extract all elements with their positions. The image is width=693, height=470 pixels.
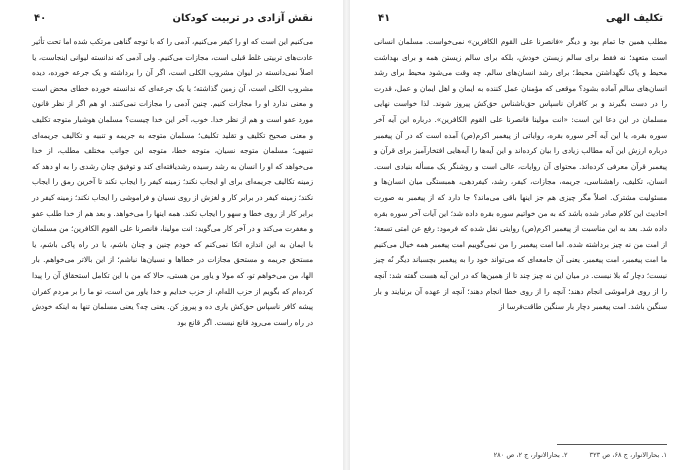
footnote-1: ۱. بحارالانوار، ج ۶۸، ص ۳۲۳ <box>589 451 667 459</box>
right-page-number: ۴۱ <box>378 12 391 24</box>
left-running-title: نقش آزادی در تربیت کودکان <box>172 12 313 24</box>
right-page <box>350 0 693 470</box>
right-body-text: مطلب همین جا تمام بود و دیگر «فانصرنا علی القوم الکافرین» نمی‌خواست. مسلمان انسانی است متعهد؛ نه فقط برای سالم زیستن خودش، بلکه برای سالم زیستن همه و برای بهداشت محیط و پاک نگهداشتن محیط؛ برای رشد انسان‌های سالم. چه وقت می‌شود محیط برای رشد انسان‌های سالم آماده بشود؟ موقعی که مؤمنان عمل کننده به ایمان و اهل ایمان و عمل، قدرت را در دست بگیرند و بر کافران ناسپاس حق‌ناشناس حق‌کش پیروز شوند. لذا خواست نهایی مسلمان در این دعا این است: «انت مولینا فانصرنا علی القوم الکافرین». درباره این آیه آخر سوره بقره، یا این آیه آخر سوره بقره، روایاتی از پیغمبر اکرم(ص) آمده است که در آن پیغمبر درباره ارزش این آیه مطالب زیادی را بیان کرده‌اند و این آیه‌ها را آیه‌هایی افتخارآمیز برای قرآن و پیغمبر قرآن معرفی کرده‌اند. محتوای آن روایات، عالی است و روشنگر یک مسأله بنیادی است. انسان، تکلیف، راهشناسی، جریمه، مجازات، کیفر، رشد، کیفردهی، همبستگی میان انسان‌ها و مسئولیت مشترک. اصلاً مگر چیزی هم جز اینها باقی می‌ماند؟ جا دارد که از پیغمبر به صورت احادیث این کلام صادر شده باشد که به من خواتیم سوره بقره داده شد؛ این آیات آخر سوره بقره داده شد. بعد به این مناسبت از پیغمبر اکرم(ص) روایتی نقل شده که فرمود: رفع عن امتی تسعة؛ از امت من نه چیز برداشته شده. اما امت پیغمبر را من نمی‌گوییم امت پیغمبر همه خیال می‌کنیم ما امت پیغمبر، امت پیغمبر. یعنی آن جامعه‌ای که می‌تواند خود را به پیغمبر بچسباند دیگر نُه چیز نیست؛ دچار نُه بلا نیست. در میان این نه چیز چند تا از همین‌ها که در این آیه هست گفته شد: آنچه را از روی فراموشی انجام دهند؛ آنچه را از روی خطا انجام دهند؛ آنچه از عهده آن برنیایند و بار سنگین باشد. امت پیغمبر دچار بار سنگین طاقت‌فرسا از <box>374 37 667 312</box>
left-page <box>0 0 343 470</box>
left-page-header <box>34 10 313 26</box>
right-page-body <box>374 34 667 315</box>
footnote-divider <box>557 444 667 445</box>
footnote-2: ۲. بحارالانوار، ج ۲، ص ۲۸۰ <box>493 451 568 459</box>
footnotes <box>374 451 667 459</box>
right-page-header <box>378 10 663 26</box>
left-page-body <box>32 34 313 330</box>
left-page-number: ۴۰ <box>34 12 47 24</box>
book-gutter <box>343 0 350 470</box>
right-running-title: تکلیف الهی <box>605 12 663 24</box>
left-body-text: می‌کنیم این است که او را کیفر می‌کنیم، آدمی را که با توجه گناهی مرتکب شده اما تحت تأثیر عادت‌های تربیتی غلط قبلی است، مجازات می‌کنیم. ولی آدمی که ندانسته لیوانی اینجاست، یا اصلاً نمی‌دانسته در لیوان مشروب الکلی است، اگر آن را برداشته و یک جرعه خورده، دیده مشروب الکلی است، آن زمین گذاشته؛ یا یک جرعه‌ای که ندانسته خورده خطای محض است و معنی ندارد او را مجازات کنیم. چنین آدمی را مجازات نمی‌کنند. او هم اگر از نظر قانون مورد عفو است و هم از نظر خدا. خوب، آخر این خدا چیست؟ مسلمان هوشیار متوجه تکلیف و معنی صحیح تکلیف و تقلید تکلیف؛ مسلمان متوجه به جریمه و تنبیه و تکالیف جریمه‌ای تنبیهی؛ مسلمان متوجه نسیان، متوجه خطا، متوجه این جوانب مختلف مطلب، از خدا می‌خواهد که او را انسان به رشد رسیده رشدیافته‌ای کند و توفیق چنان رشدی را به او دهد که زمینه تکالیف جریمه‌ای برای او ایجاب نکند؛ زمینه کیفر را ایجاب نکند تا آخرین رمق را ایجاب نکند؛ زمینه کیفر در برابر کار و لغزش از روی نسیان و فراموشی را ایجاب نکند؛ زمینه کیفر در برابر کار از روی خطا و سهو را ایجاب نکند. همه اینها را می‌خواهد. و بعد هم از خدا طلب عفو و مغفرت می‌کند و در آخر کار می‌گوید: انت مولینا، فانصرنا علی القوم الکافرین؛ من مسلمان با ایمان به این اندازه اتکا نمی‌کنم که خودم چنین و چنان باشم، یا در راه پاکی باشم، یا مستحق جریمه و مستحق مجازات در خطاها و نسیان‌ها نباشم؛ از این بالاتر می‌خواهم. بار الها، من می‌خواهم تو، که مولا و یاور من هستی، حالا که من با این تکامل استحقاق آن را پیدا کرده‌ام که بگویم از حزب الله‌ام، از حزب خدایم و خدا یاور من است، تو ما را بر مردم کفران پیشه کافر ناسپاس حق‌کش یاری ده و پیروز کن. یعنی چه؟ یعنی مسلمان تنها به اینکه خودش در راه راست می‌رود قانع نیست. اگر قانع بود <box>32 37 313 327</box>
